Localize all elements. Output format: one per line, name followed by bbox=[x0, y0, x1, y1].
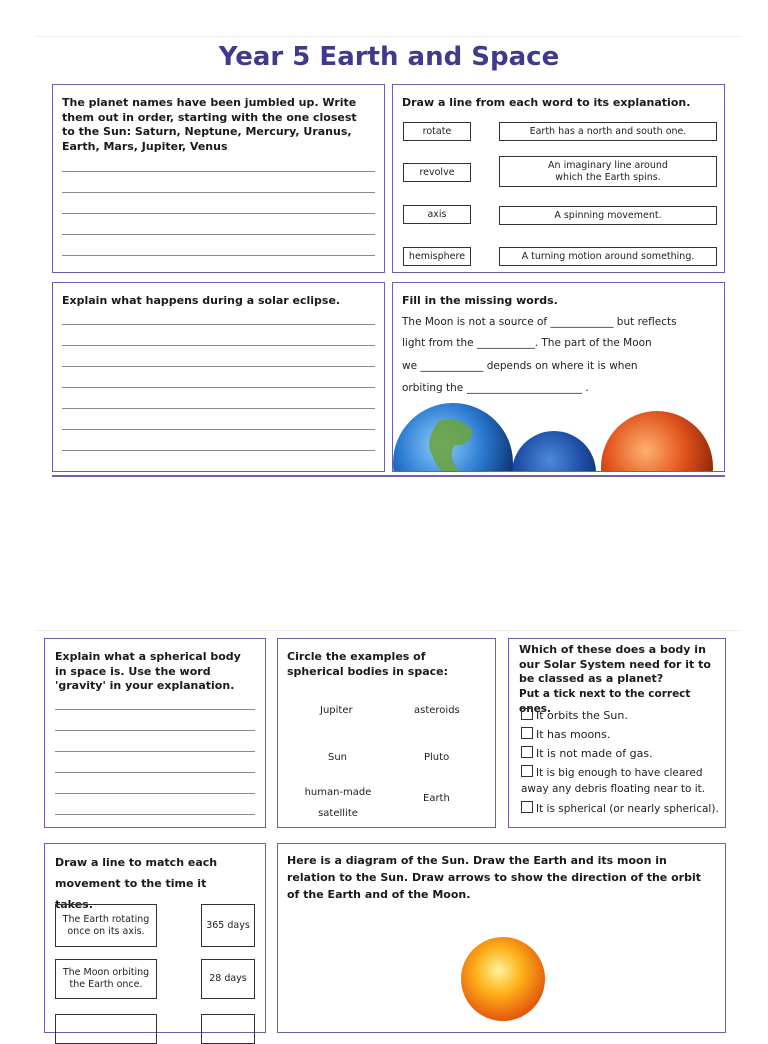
missing-words-box bbox=[392, 282, 725, 472]
word-hemisphere[interactable]: hemisphere bbox=[403, 247, 471, 266]
answer-line[interactable] bbox=[62, 192, 375, 193]
missing-words-line-1: The Moon is not a source of ____________ but reflects bbox=[402, 316, 677, 328]
movement-box-3[interactable] bbox=[55, 1014, 157, 1044]
answer-line[interactable] bbox=[62, 366, 375, 367]
answer-line[interactable] bbox=[55, 772, 255, 773]
missing-words-line-4: orbiting the ______________________ . bbox=[402, 382, 589, 394]
answer-line[interactable] bbox=[62, 255, 375, 256]
page-separator-rule bbox=[36, 630, 742, 631]
item-earth[interactable]: Earth bbox=[423, 793, 450, 804]
movement-earth-rotating[interactable]: The Earth rotating once on its axis. bbox=[55, 904, 157, 947]
answer-line[interactable] bbox=[62, 234, 375, 235]
word-rotate[interactable]: rotate bbox=[403, 122, 471, 141]
explanation-3[interactable]: A spinning movement. bbox=[499, 206, 717, 225]
answer-line[interactable] bbox=[62, 345, 375, 346]
word-match-question: Draw a line from each word to its explanation. bbox=[402, 96, 691, 109]
planet-order-question: The planet names have been jumbled up. Write them out in order, starting with the one closest to the Sun: Saturn, Neptune, Mercury, Uranus, Earth, Mars, Jupiter, Venus bbox=[62, 96, 357, 153]
spherical-body-box bbox=[44, 638, 266, 828]
answer-line[interactable] bbox=[55, 751, 255, 752]
planet-criteria-box bbox=[508, 638, 726, 828]
checkbox[interactable] bbox=[521, 727, 533, 739]
page-top-rule bbox=[36, 36, 742, 37]
circle-spherical-question: Circle the examples of spherical bodies in space: bbox=[287, 650, 449, 678]
explanation-4[interactable]: A turning motion around something. bbox=[499, 247, 717, 266]
circle-spherical-box bbox=[277, 638, 496, 828]
option-not-gas[interactable]: It is not made of gas. bbox=[521, 746, 721, 762]
sun-icon bbox=[461, 937, 545, 1021]
answer-line[interactable] bbox=[62, 171, 375, 172]
answer-line[interactable] bbox=[62, 408, 375, 409]
answer-line[interactable] bbox=[62, 324, 375, 325]
answer-line[interactable] bbox=[55, 730, 255, 731]
checkbox[interactable] bbox=[521, 801, 533, 813]
solar-eclipse-question: Explain what happens during a solar eclipse. bbox=[62, 294, 341, 307]
item-human-made-satellite[interactable]: human-made satellite bbox=[304, 787, 372, 819]
page-title: Year 5 Earth and Space bbox=[218, 42, 560, 72]
word-match-box bbox=[392, 84, 725, 273]
explanation-1[interactable]: Earth has a north and south one. bbox=[499, 122, 717, 141]
time-box-3[interactable] bbox=[201, 1014, 255, 1044]
missing-words-question: Fill in the missing words. bbox=[402, 294, 558, 307]
answer-line[interactable] bbox=[62, 429, 375, 430]
planet-criteria-instruction: Put a tick next to the correct ones. bbox=[519, 688, 691, 715]
answer-line[interactable] bbox=[62, 213, 375, 214]
missing-words-line-2: light from the ___________. The part of the Moon bbox=[402, 337, 652, 349]
time-365-days[interactable]: 365 days bbox=[201, 904, 255, 947]
item-pluto[interactable]: Pluto bbox=[424, 752, 450, 763]
word-axis[interactable]: axis bbox=[403, 205, 471, 224]
movement-time-box bbox=[44, 843, 266, 1033]
checkbox[interactable] bbox=[521, 765, 533, 777]
missing-words-line-3: we ____________ depends on where it is when bbox=[402, 360, 638, 372]
answer-line[interactable] bbox=[55, 814, 255, 815]
solar-eclipse-box bbox=[52, 282, 385, 472]
item-asteroids[interactable]: asteroids bbox=[414, 705, 460, 716]
item-sun[interactable]: Sun bbox=[328, 752, 348, 763]
option-orbits-sun[interactable]: It orbits the Sun. bbox=[521, 708, 721, 724]
item-jupiter[interactable]: Jupiter bbox=[320, 705, 353, 716]
answer-line[interactable] bbox=[55, 793, 255, 794]
option-spherical[interactable]: It is spherical (or nearly spherical). bbox=[521, 801, 725, 817]
sun-diagram-box bbox=[277, 843, 726, 1033]
sun-diagram-question: Here is a diagram of the Sun. Draw the Earth and its moon in relation to the Sun. Draw arrows to show the direction of the orbit of the Earth and of the Moon. bbox=[287, 854, 701, 901]
neptune-icon bbox=[512, 431, 596, 472]
word-revolve[interactable]: revolve bbox=[403, 163, 471, 182]
planet-criteria-question: Which of these does a body in our Solar System need for it to be classed as a planet? bbox=[519, 643, 711, 685]
mars-icon bbox=[601, 411, 713, 472]
time-28-days[interactable]: 28 days bbox=[201, 959, 255, 999]
checkbox[interactable] bbox=[521, 746, 533, 758]
answer-line[interactable] bbox=[62, 450, 375, 451]
explanation-2[interactable]: An imaginary line around which the Earth spins. bbox=[499, 156, 717, 187]
answer-line[interactable] bbox=[62, 387, 375, 388]
sun-illustration bbox=[458, 934, 548, 1024]
spherical-body-question: Explain what a spherical body in space is. Use the word 'gravity' in your explanation. bbox=[55, 650, 241, 692]
checkbox[interactable] bbox=[521, 708, 533, 720]
planet-order-box bbox=[52, 84, 385, 273]
movement-moon-orbiting[interactable]: The Moon orbiting the Earth once. bbox=[55, 959, 157, 999]
page1-bottom-rule bbox=[52, 475, 725, 477]
movement-time-question: Draw a line to match each movement to the time it takes. bbox=[55, 856, 218, 911]
planets-illustration bbox=[392, 401, 725, 472]
option-cleared-debris[interactable]: It is big enough to have cleared away any debris floating near to it. bbox=[521, 767, 706, 795]
answer-line[interactable] bbox=[55, 709, 255, 710]
option-has-moons[interactable]: It has moons. bbox=[521, 727, 721, 743]
